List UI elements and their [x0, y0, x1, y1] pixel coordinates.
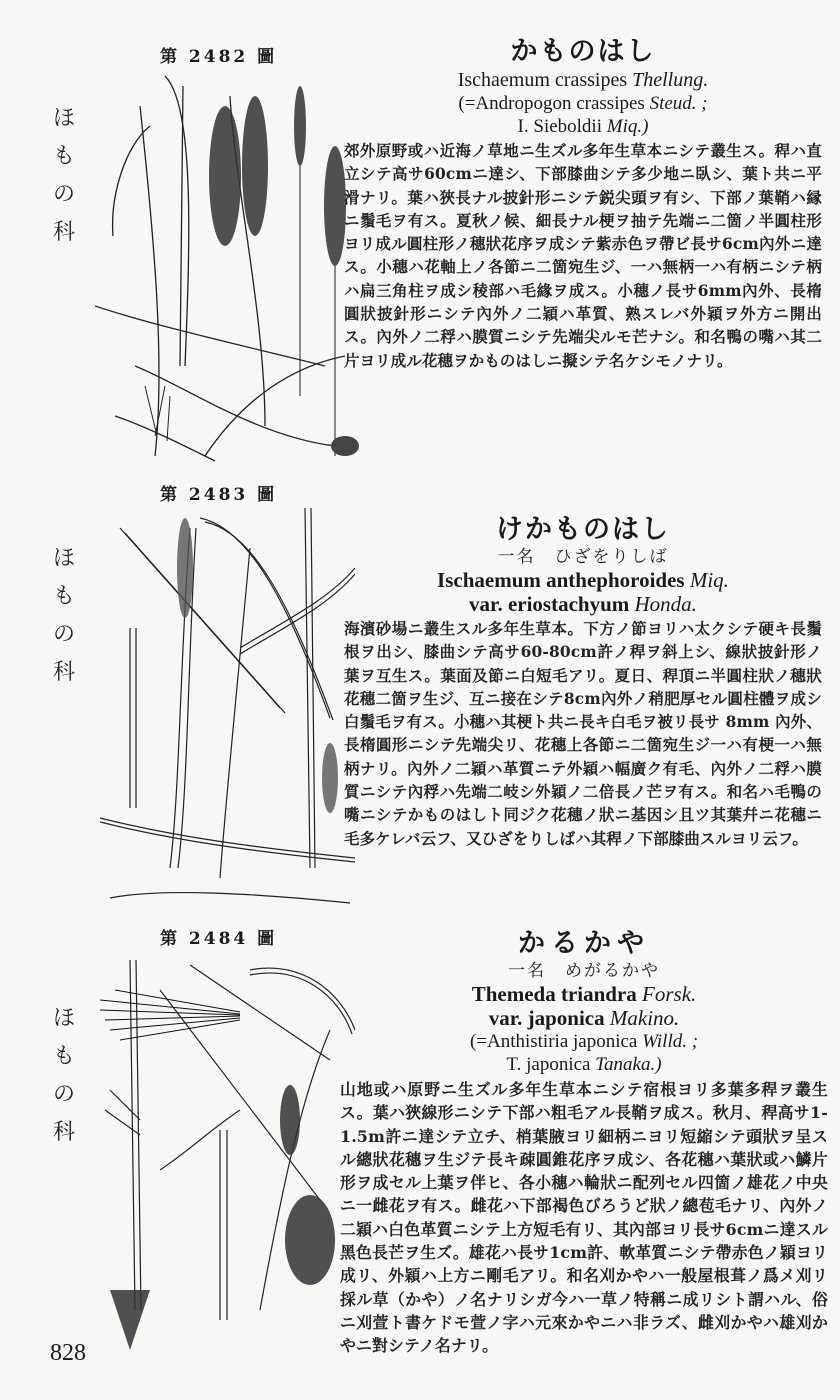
binomial: Ischaemum anthephoroides [437, 568, 685, 592]
synonym [340, 1053, 828, 1076]
author: Forsk. [642, 982, 697, 1006]
figure-number: 第 2483 圖 [160, 485, 278, 505]
author: Thellung. [632, 69, 709, 91]
synonym [340, 1030, 828, 1053]
synonym-author: Steud. ; [649, 93, 708, 114]
botanical-illustration [100, 950, 355, 1350]
binomial: Ischaemum crassipes [457, 69, 628, 91]
author: Miq. [689, 568, 729, 592]
variety-author: Makino. [609, 1006, 680, 1030]
figure-number: 第 2484 圖 [160, 929, 278, 949]
entry-text [344, 36, 822, 373]
family-label: ほもの科 [52, 106, 75, 245]
synonym [344, 115, 822, 138]
variety-name: var. eriostachyum [469, 592, 630, 616]
grass-plant-icon [100, 508, 355, 908]
figure-number: 第 2482 圖 [160, 47, 278, 67]
binomial: Themeda triandra [471, 982, 637, 1006]
alternate-name: 一名 ひざをりしば [497, 547, 669, 567]
entry-2482 [0, 0, 840, 470]
family-label: ほもの科 [52, 1006, 75, 1145]
variety-name: var. japonica [488, 1006, 605, 1030]
synonym-name: I. Sieboldii [517, 116, 602, 137]
synonym-name: (=Anthistiria japonica [469, 1031, 638, 1052]
description: 山地或ハ原野ニ生ズル多年生草本ニシテ宿根ヨリ多葉多稈ヲ叢生ス。葉ハ狹線形ニシテ下部ハ粗毛アル長鞘ヲ成ス。秋月、稈高サ1-1.5m許ニ達シテ立チ、梢葉腋ヨリ細柄ニヨリ短縮シテ頭狀ヲ呈スル總狀花穗ヲ生ジテ長キ疎圓錐花序ヲ成シ、各花穗ハ葉狀或ハ鱗片形ヲ成セル上葉ヲ伴ヒ、各小穗ハ輪狀ニ配列セル四箇ノ雄花ノ中央ニ一雌花ヲ有ス。雌花ハ下部褐色びろうど狀ノ總苞毛ナリ、內外ノ二穎ハ白色革質ニシテ上方短毛有リ、其內部ヨリ長サ6cmニ達スル黑色長芒ヲ生ズ。雄花ハ長サ1cm許、軟革質ニシテ帶赤色ノ穎ヨリ成リ、外穎ハ上方ニ剛毛アリ。和名刈かやハ一般屋根葺ノ爲メ刈リ採ル草（かや）ノ名ナリシガ今ハ一草ノ特稱ニ成リシト謂ハル、俗ニ刈萱ト書ケドモ萱ノ字ハ元來かやニハ非ラズ、雌刈かやハ雄刈かやニ對シテノ名ナリ。 [340, 1080, 828, 1356]
scientific-name [344, 68, 822, 92]
family-label: ほもの科 [52, 546, 75, 685]
synonym-author: Miq.) [606, 116, 649, 137]
synonym-author: Willd. ; [642, 1031, 699, 1052]
synonym-name: T. japonica [506, 1054, 591, 1075]
description: 海濱砂場ニ叢生スル多年生草本。下方ノ節ヨリハ太クシテ硬キ長鬚根ヲ出シ、膝曲シテ高サ60-80cm許ノ稈ヲ斜上シ、線狀披針形ノ葉ヲ互生ス。葉面及節ニ白短毛アリ。夏日、稈頂ニ半圓柱狀ノ穗狀花穗二箇ヲ生ジ、互ニ接在シテ8cm內外ノ稍肥厚セル圓柱體ヲ成シ白鬚毛ヲ有ス。小穗ハ其梗ト共ニ長キ白毛ヲ被リ長サ 8mm 內外、長楕圓形ニシテ先端尖リ、花穗上各節ニ二箇宛生ジ一ハ有梗一ハ無柄ナリ。內外ノ二穎ハ革質ニテ外穎ハ幅廣ク有毛、內外ノ二稃ハ膜質ニシテ內稃ハ先端二岐シ外穎ノ二倍長ノ芒ヲ有ス。和名ハ毛鴨の嘴ニシテかものはしト同ジク花穗ノ狀ニ基因シ且ツ其葉幷ニ花穗ニ毛多ケレバ云フ、又ひざをりしばハ其稈ノ下部膝曲スルヨリ云フ。 [344, 620, 822, 848]
synonym-author: Tanaka.) [595, 1054, 662, 1075]
variety [340, 1006, 828, 1030]
scientific-name [340, 982, 828, 1006]
alternate-name: 一名 めがるかや [508, 961, 660, 981]
grass-plant-icon [100, 950, 355, 1350]
botanical-illustration [95, 66, 360, 466]
synonym-name: (=Andropogon crassipes [458, 93, 645, 114]
synonym [344, 92, 822, 115]
scientific-name [344, 568, 822, 592]
variety-author: Honda. [634, 592, 697, 616]
japanese-name: けかものはし [496, 514, 670, 545]
japanese-name: かるかや [518, 928, 650, 959]
entry-2483 [0, 470, 840, 910]
entry-text [344, 514, 822, 851]
page-number: 828 [50, 1340, 86, 1366]
grass-plant-icon [95, 66, 360, 466]
variety [344, 592, 822, 616]
description: 郊外原野或ハ近海ノ草地ニ生ズル多年生草本ニシテ叢生ス。稈ハ直立シテ高サ60cmニ達シ、下部膝曲シテ多少地ニ臥シ、葉ト共ニ平滑ナリ。葉ハ狹長ナル披針形ニシテ鋭尖頭ヲ有シ、下部ノ葉鞘ハ縁ニ鬚毛ヲ有ス。夏秋ノ候、細長ナル梗ヲ抽テ先端ニ二箇ノ半圓柱形ヨリ成ル圓柱形ノ穗狀花序ヲ成シテ紫赤色ヲ帶ビ長サ6cm內外ニ達ス。小穗ハ花軸上ノ各節ニ二箇宛生ジ、一ハ無柄一ハ有柄ニシテ柄ハ扁三角柱ヲ成シ稜部ハ毛緣ヲ成ス。小穗ノ長サ6mm內外、長楕圓狀披針形ニシテ內外ノ二穎ハ革質、熟スレバ外穎ヲ外方ニ開出ス。內外ノ二稃ハ膜質ニシテ先端尖ルモ芒ナシ。和名鴨の嘴ハ其二片ヨリ成ル花穗ヲかものはしニ擬シテ名ケシモノナリ。 [344, 142, 822, 370]
entry-text [340, 928, 828, 1358]
botanical-illustration [100, 508, 355, 908]
entry-2484 [0, 910, 840, 1400]
japanese-name: かものはし [510, 36, 656, 67]
